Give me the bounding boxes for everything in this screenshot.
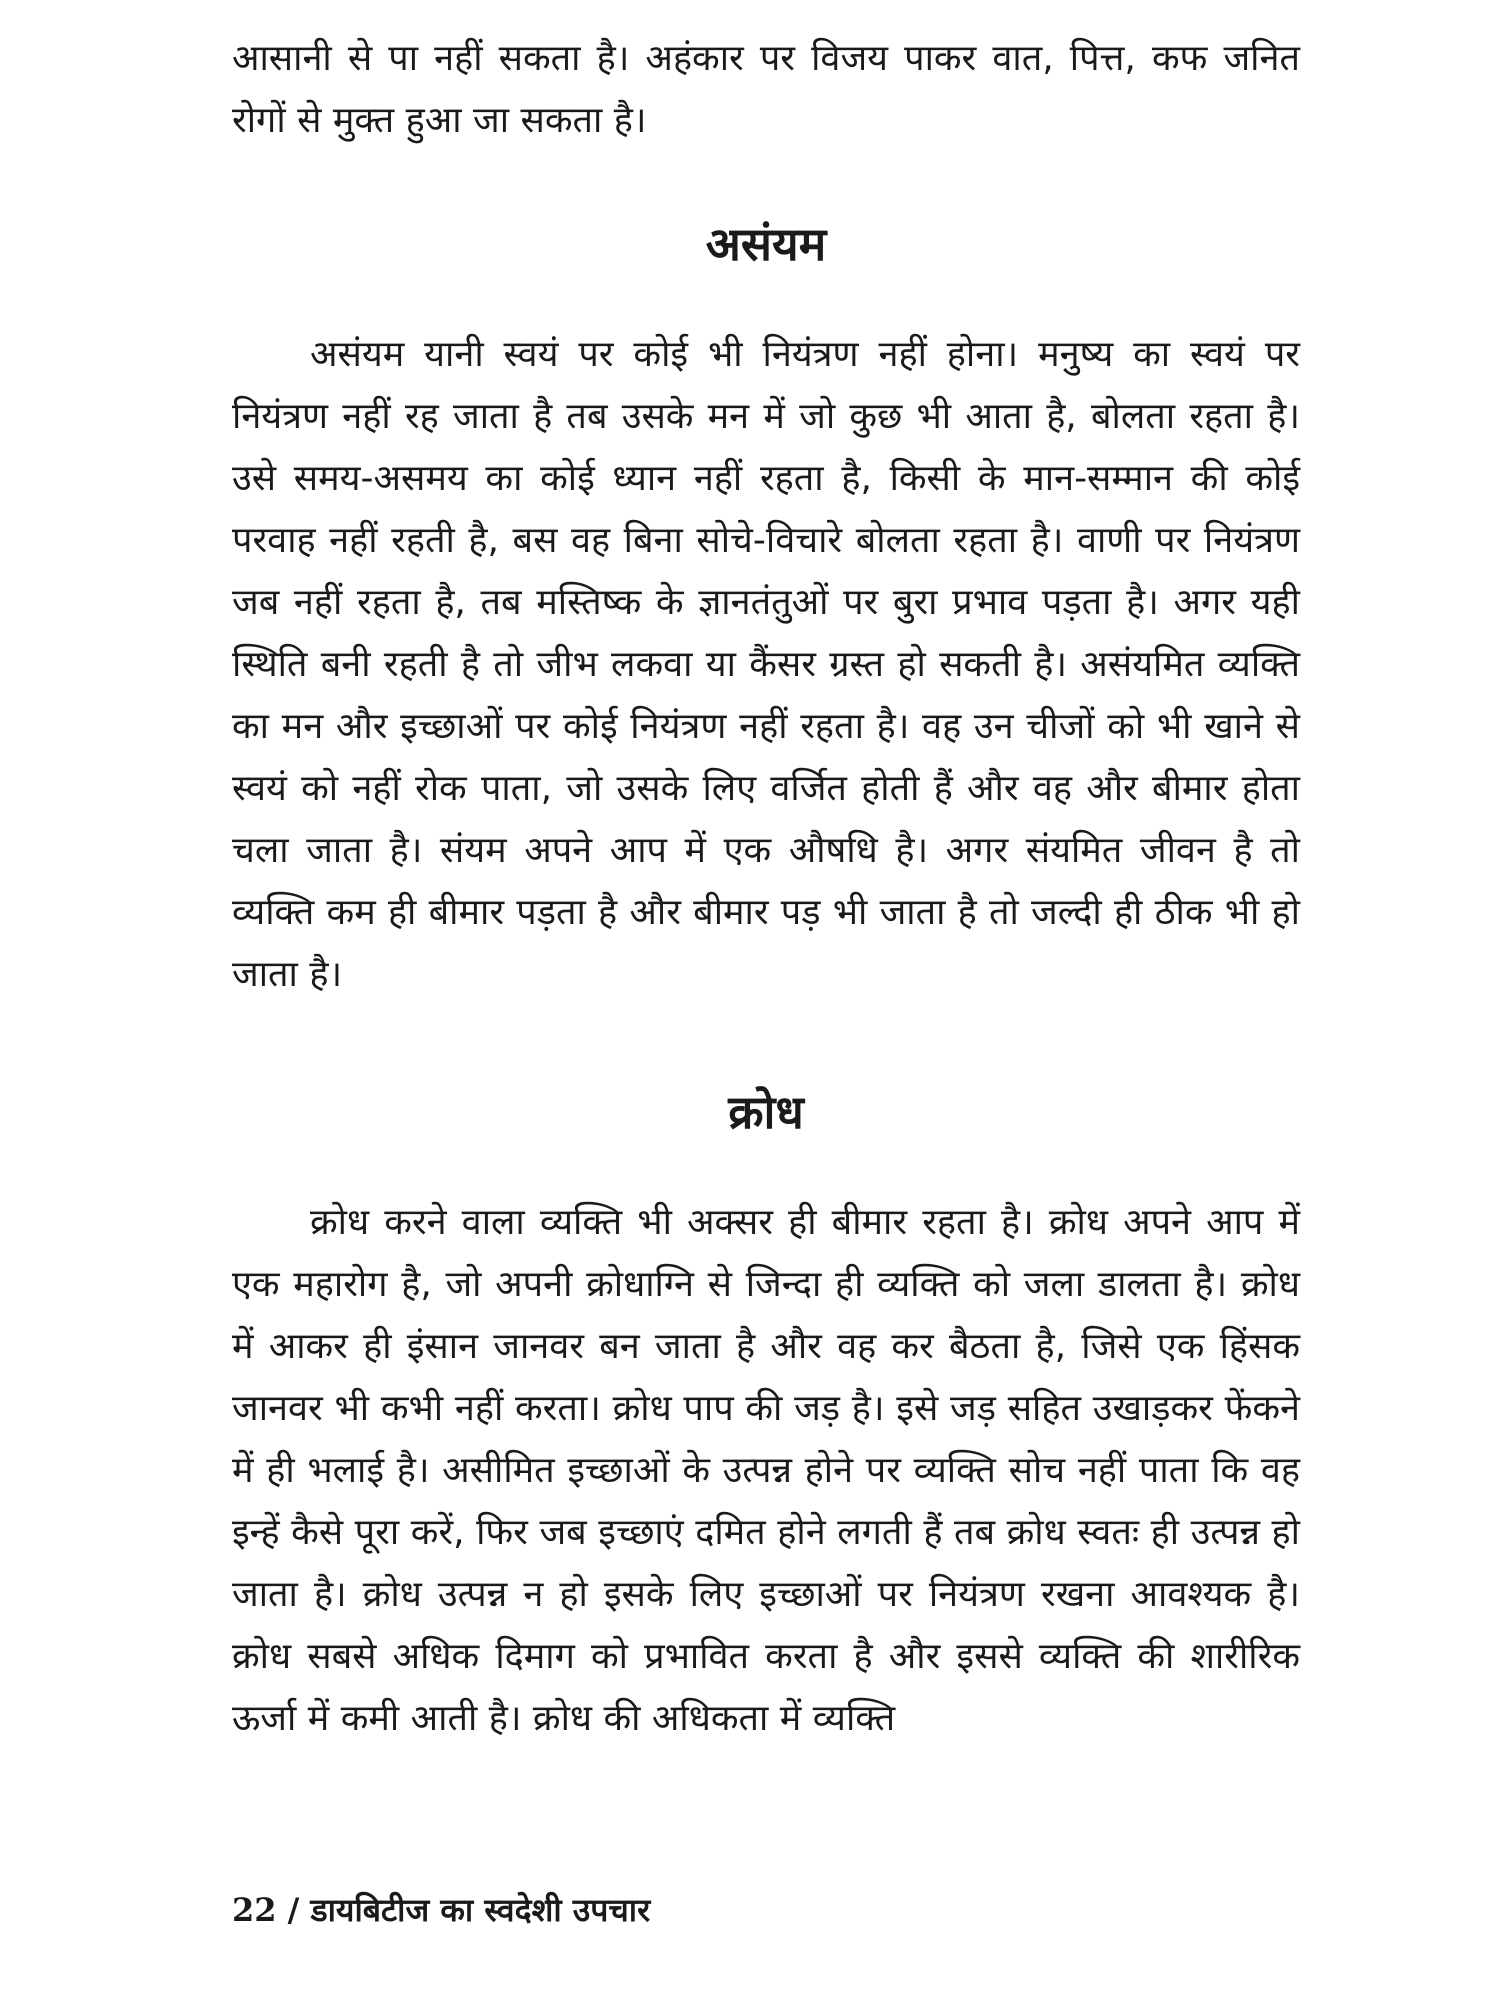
intro-paragraph: आसानी से पा नहीं सकता है। अहंकार पर विजय पाकर वात, पित्त, कफ जनित रोगों से मुक्त हुआ जा सकता है। — [232, 38, 1300, 141]
section-heading-asanyam: असंयम — [705, 217, 827, 271]
section-paragraph-krodh: क्रोध करने वाला व्यक्ति भी अक्सर ही बीमार रहता है। क्रोध अपने आप में एक महारोग है, जो अपनी क्रोधाग्नि से जिन्दा ही व्यक्ति को जला डालता है। क्रोध में आकर ही इंसान जानवर बन जाता है और वह कर बैठता है, जिसे एक हिंसक जानवर भी कभी नहीं करता। क्रोध पाप की जड़ है। इसे जड़ सहित उखाड़कर फेंकने में ही भलाई है। असीमित इच्छाओं के उत्पन्न होने पर व्यक्ति सोच नहीं पाता कि वह इन्हें कैसे पूरा करें, फिर जब इच्छाएं दमित होने लगती हैं तब क्रोध स्वतः ही उत्पन्न हो जाता है। क्रोध उत्पन्न न हो इसके लिए इच्छाओं पर नियंत्रण रखना आवश्यक है। क्रोध सबसे अधिक दिमाग को प्रभावित करता है और इससे व्यक्ति की शारीरिक ऊर्जा में कमी आती है। क्रोध की अधिकता में व्यक्ति — [232, 1202, 1300, 1739]
page-number: 22 — [232, 1891, 277, 1929]
section-paragraph-asanyam: असंयम यानी स्वयं पर कोई भी नियंत्रण नहीं होना। मनुष्य का स्वयं पर नियंत्रण नहीं रह जाता है तब उसके मन में जो कुछ भी आता है, बोलता रहता है। उसे समय-असमय का कोई ध्यान नहीं रहता है, किसी के मान-सम्मान की कोई परवाह नहीं रहती है, बस वह बिना सोचे-विचारे बोलता रहता है। वाणी पर नियंत्रण जब नहीं रहता है, तब मस्तिष्क के ज्ञानतंतुओं पर बुरा प्रभाव पड़ता है। अगर यही स्थिति बनी रहती है तो जीभ लकवा या कैंसर ग्रस्त हो सकती है। असंयमित व्यक्ति का मन और इच्छाओं पर कोई नियंत्रण नहीं रहता है। वह उन चीजों को भी खाने से स्वयं को नहीं रोक पाता, जो उसके लिए वर्जित होती हैं और वह और बीमार होता चला जाता है। संयम अपने आप में एक औषधि है। अगर संयमित जीवन है तो व्यक्ति कम ही बीमार पड़ता है और बीमार पड़ भी जाता है तो जल्दी ही ठीक भी हो जाता है। — [232, 334, 1300, 995]
footer-separator: / — [276, 1891, 311, 1929]
page-footer — [232, 1890, 650, 1930]
page-body — [232, 28, 1300, 1750]
book-title: डायबिटीज का स्वदेशी उपचार — [310, 1891, 651, 1929]
section-heading-krodh: क्रोध — [728, 1085, 804, 1139]
